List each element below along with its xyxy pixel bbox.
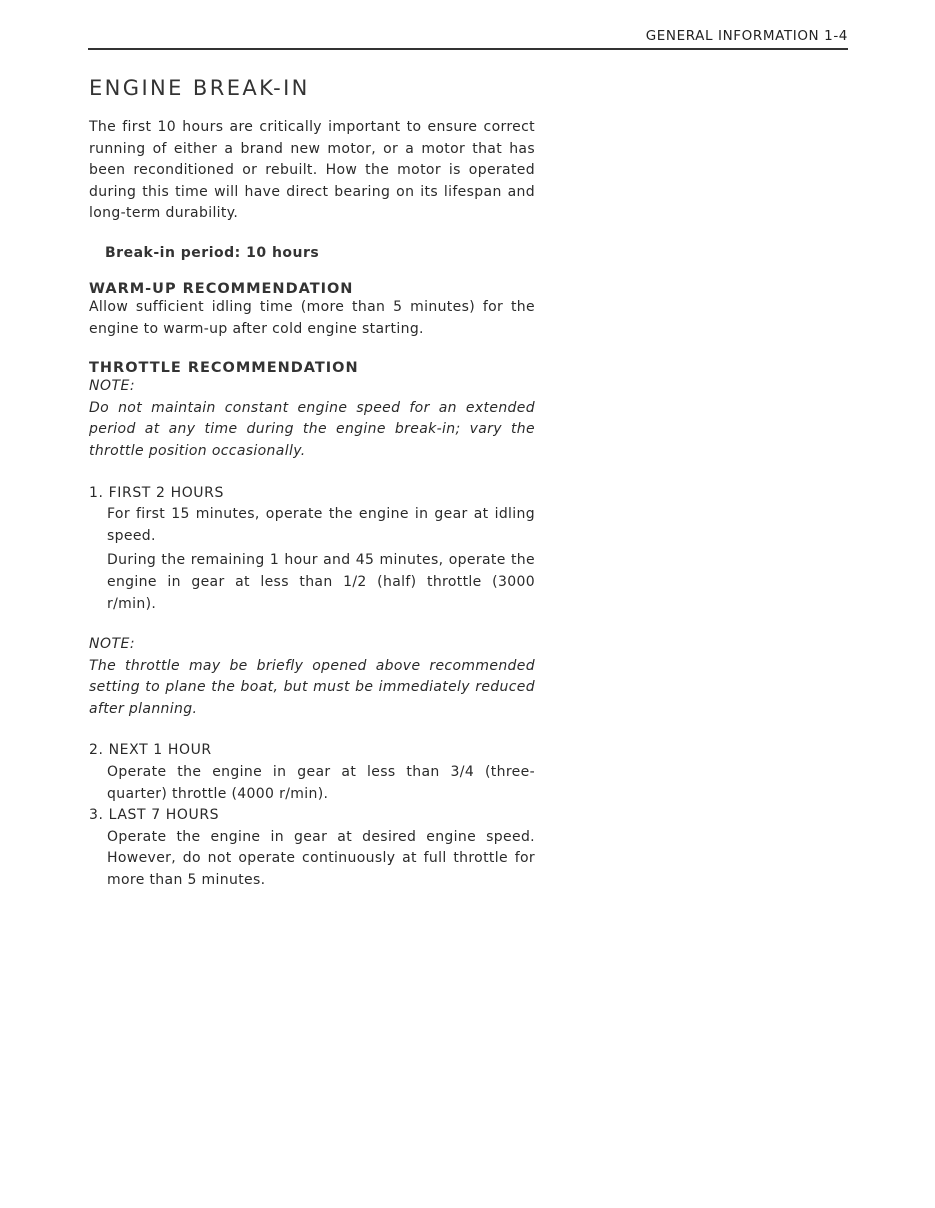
break-in-period-spec: Break-in period: 10 hours bbox=[105, 244, 320, 261]
step-paragraph: Operate the engine in gear at less than 3/4 (three-quarter) throttle (4000 r/min). bbox=[107, 764, 535, 802]
step-paragraph: Operate the engine in gear at desired engine speed. However, do not operate continuously at full throttle for more than 5 minutes. bbox=[107, 828, 535, 889]
throttle-heading: THROTTLE RECOMMENDATION bbox=[89, 360, 359, 377]
step-2 bbox=[89, 740, 535, 805]
step-paragraph: During the remaining 1 hour and 45 minutes, operate the engine in gear at less than 1/2 (half) throttle (3000 r/min). bbox=[107, 552, 535, 612]
step-title: 3. LAST 7 HOURS bbox=[89, 807, 220, 824]
step-title: 1. FIRST 2 HOURS bbox=[89, 484, 224, 501]
warmup-heading: WARM-UP RECOMMENDATION bbox=[89, 280, 354, 297]
note-label: NOTE: bbox=[89, 636, 136, 653]
warmup-section bbox=[89, 281, 535, 340]
warmup-text: Allow sufficient idling time (more than 5 minutes) for the engine to warm-up after cold engine starting. bbox=[89, 298, 535, 337]
page-content bbox=[89, 76, 535, 892]
note-text: Do not maintain constant engine speed for an extended period at any time during the engine break-in; vary the throttle position occasionally. bbox=[89, 399, 535, 459]
section-header: GENERAL INFORMATION 1-4 bbox=[645, 28, 848, 44]
step-title: 2. NEXT 1 HOUR bbox=[89, 742, 212, 759]
step-1 bbox=[89, 483, 535, 616]
step-paragraph: For first 15 minutes, operate the engine in gear at idling speed. bbox=[107, 506, 535, 544]
intro-paragraph: The first 10 hours are critically important to ensure correct running of either a brand new motor, or a motor that has been reconditioned or rebuilt. How the motor is operated during this time will have direct bearing on its lifespan and long-term durability. bbox=[89, 119, 535, 222]
step-3 bbox=[89, 805, 535, 891]
page-header bbox=[88, 28, 848, 50]
note-label: NOTE: bbox=[89, 378, 136, 395]
page-title: ENGINE BREAK-IN bbox=[89, 76, 310, 100]
throttle-section bbox=[89, 360, 535, 462]
note-text: The throttle may be briefly opened above recommended setting to plane the boat, but must be immediately reduced after planning. bbox=[89, 657, 535, 717]
note-2 bbox=[89, 634, 535, 720]
header-rule bbox=[88, 48, 848, 50]
